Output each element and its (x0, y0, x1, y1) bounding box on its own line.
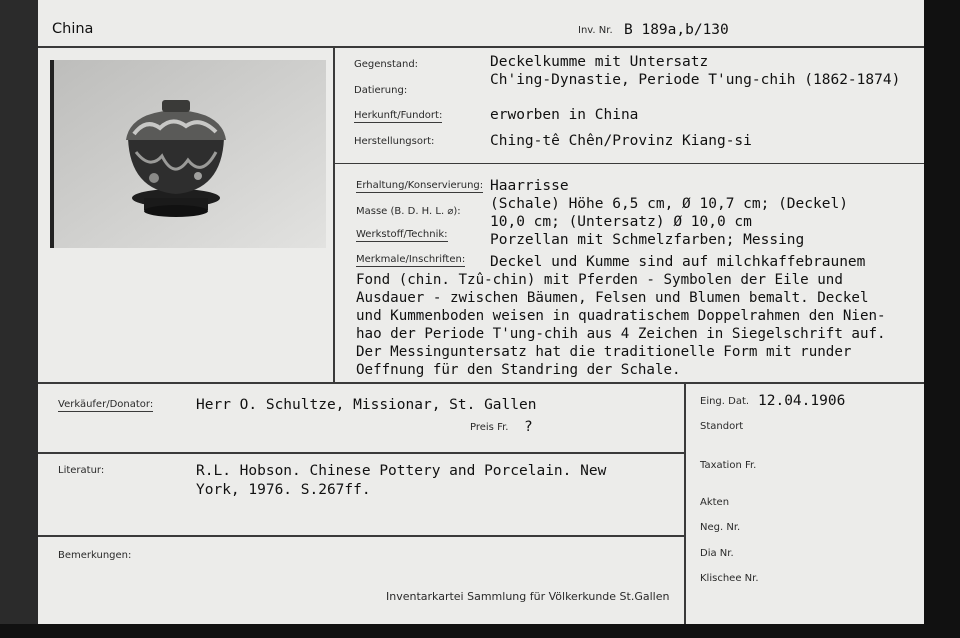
merkmale-line: Ausdauer - zwischen Bäumen, Felsen und Blumen bemalt. Deckel (356, 290, 869, 306)
inv-nr-label: Inv. Nr. (578, 25, 613, 36)
literatur-label: Literatur: (58, 465, 105, 476)
object-photo (50, 60, 326, 248)
datierung-label: Datierung: (354, 85, 408, 96)
bemerkungen-label: Bemerkungen: (58, 550, 132, 561)
preis-value: ? (524, 419, 533, 435)
right-column-divider (684, 384, 686, 624)
section-divider (38, 382, 924, 384)
country-label: China (52, 21, 94, 37)
gegenstand-value: Deckelkumme mit Untersatz (490, 54, 709, 70)
herstellung-value: Ching-tê Chên/Provinz Kiang-si (490, 133, 752, 149)
erhaltung-label: Erhaltung/Konservierung: (356, 180, 484, 191)
donor-value: Herr O. Schultze, Missionar, St. Gallen (196, 397, 537, 413)
donor-label: Verkäufer/Donator: (58, 399, 154, 410)
merkmale-paragraph (356, 271, 922, 379)
herkunft-value: erworben in China (490, 107, 639, 123)
masse-label: Masse (B. D. H. L. ⌀): (356, 206, 461, 217)
film-edge-bottom (0, 624, 960, 638)
merkmale-line: Oeffnung für den Standring der Schale. (356, 362, 681, 378)
herkunft-label: Herkunft/Fundort: (354, 110, 443, 121)
erhaltung-value: Haarrisse (490, 178, 569, 194)
merkmale-line: und Kummenboden weisen in quadratischem Doppelrahmen den Nien- (356, 308, 886, 324)
gegenstand-label: Gegenstand: (354, 59, 419, 70)
masse-value-line2: 10,0 cm; (Untersatz) Ø 10,0 cm (490, 214, 752, 230)
merkmale-first-line: Deckel und Kumme sind auf milchkaffebraunem (490, 254, 866, 270)
neg-nr-label: Neg. Nr. (700, 522, 741, 533)
footer-text: Inventarkartei Sammlung für Völkerkunde St.Gallen (386, 590, 670, 603)
klischee-nr-label: Klischee Nr. (700, 573, 759, 584)
standort-label: Standort (700, 421, 744, 432)
taxation-label: Taxation Fr. (700, 460, 757, 471)
dia-nr-label: Dia Nr. (700, 548, 734, 559)
eing-dat-value: 12.04.1906 (758, 393, 846, 409)
object-divider (335, 163, 924, 164)
eing-dat-label: Eing. Dat. (700, 396, 750, 407)
film-edge-left (0, 0, 38, 638)
merkmale-line: Fond (chin. Tzû-chin) mit Pferden - Symbolen der Eile und (356, 272, 843, 288)
film-edge-right (924, 0, 960, 638)
werkstoff-label: Werkstoff/Technik: (356, 229, 448, 240)
masse-value-line1: (Schale) Höhe 6,5 cm, Ø 10,7 cm; (Deckel) (490, 196, 848, 212)
akten-label: Akten (700, 497, 730, 508)
herstellung-label: Herstellungsort: (354, 136, 435, 147)
literatur-divider (38, 535, 684, 537)
photo-column-divider (333, 46, 335, 382)
datierung-value: Ch'ing-Dynastie, Periode T'ung-chih (1862-1874) (490, 72, 901, 88)
inventory-card (38, 0, 924, 624)
merkmale-line: hao der Periode T'ung-chih aus 4 Zeichen in Siegelschrift auf. (356, 326, 886, 342)
inv-nr-value: B 189a,b/130 (624, 22, 729, 38)
donor-divider (38, 452, 684, 454)
literatur-line1: R.L. Hobson. Chinese Pottery and Porcelain. New (196, 463, 607, 479)
werkstoff-value: Porzellan mit Schmelzfarben; Messing (490, 232, 805, 248)
header-divider (38, 46, 924, 48)
literatur-line2: York, 1976. S.267ff. (196, 482, 371, 498)
preis-label: Preis Fr. (470, 422, 509, 433)
merkmale-line: Der Messinguntersatz hat die traditionelle Form mit runder (356, 344, 852, 360)
merkmale-label: Merkmale/Inschriften: (356, 254, 466, 265)
lidded-bowl-photo-icon (50, 60, 326, 248)
